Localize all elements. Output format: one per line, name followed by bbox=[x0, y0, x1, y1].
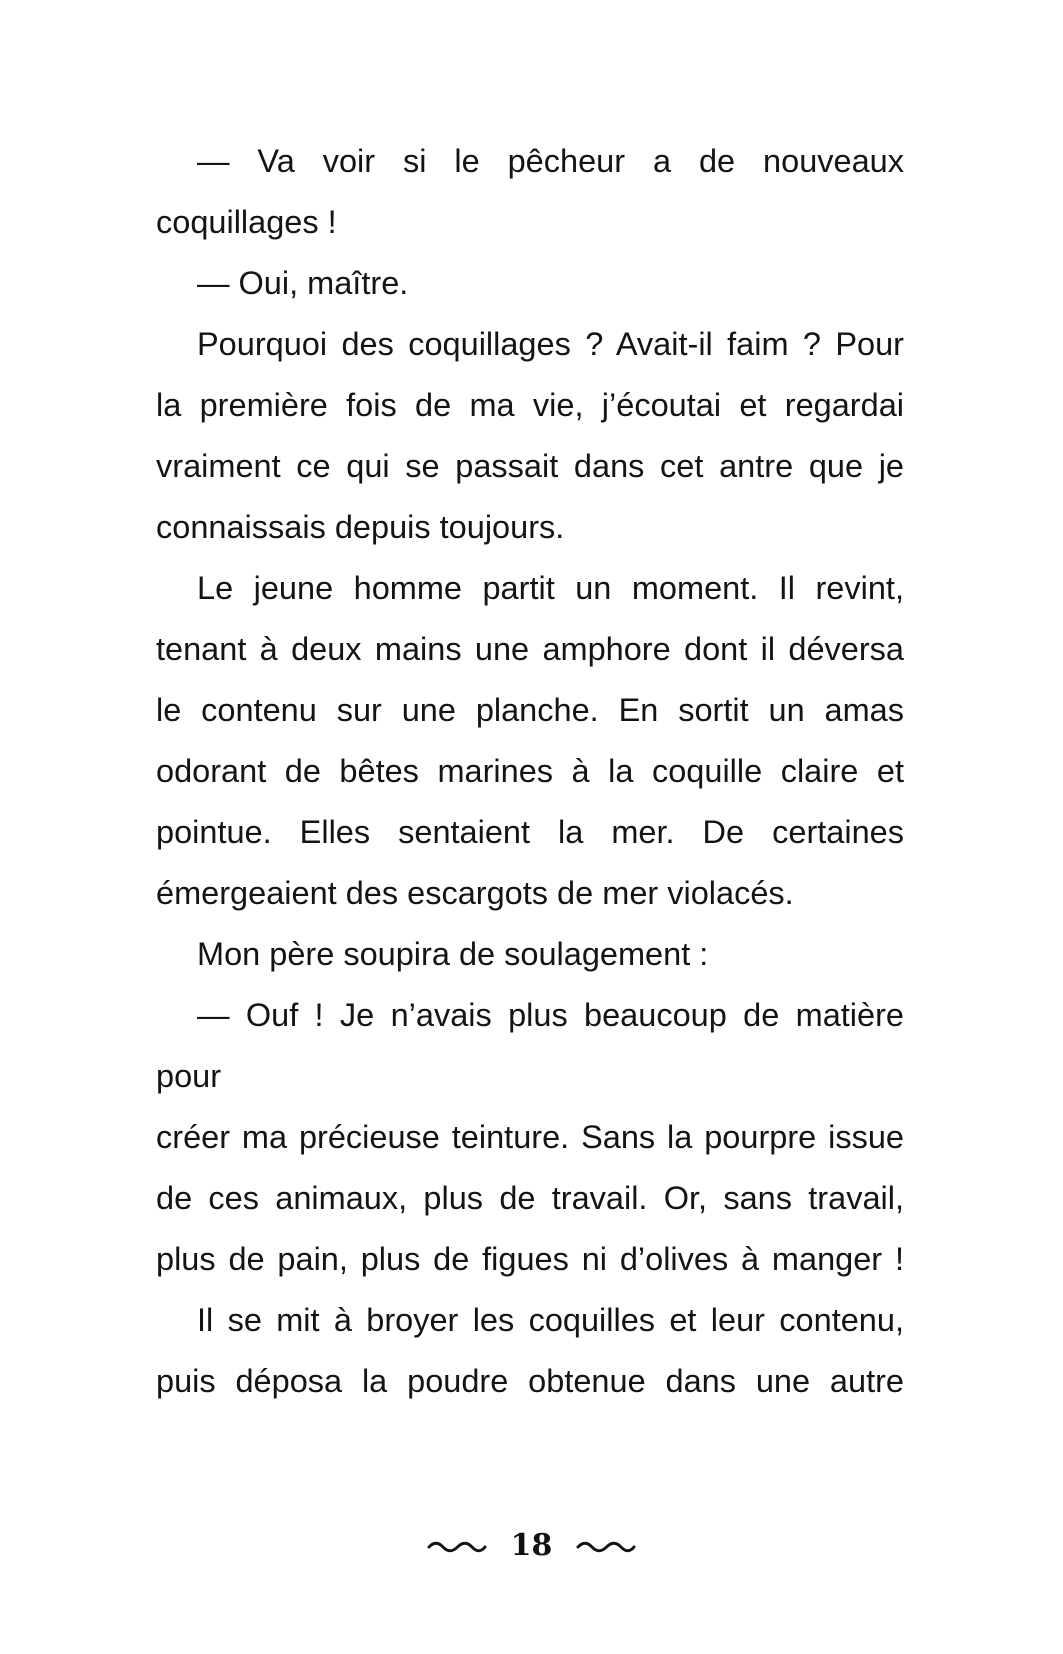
paragraph bbox=[156, 131, 904, 253]
text-line: — Oui, maître. bbox=[197, 265, 409, 301]
text-line: de ces animaux, plus de travail. Or, sans travail, bbox=[156, 1180, 904, 1216]
text-line: la première fois de ma vie, j’écoutai et regardai bbox=[156, 387, 904, 423]
page-number: 18 bbox=[510, 1528, 553, 1563]
paragraph bbox=[156, 985, 904, 1290]
text-line: Le jeune homme partit un moment. Il revint, bbox=[197, 570, 904, 606]
paragraph bbox=[156, 924, 904, 985]
text-line: odorant de bêtes marines à la coquille claire et bbox=[156, 753, 904, 789]
text-line: Il se mit à broyer les coquilles et leur contenu, bbox=[197, 1302, 904, 1338]
text-line: — Ouf ! Je n’avais plus beaucoup de matière pour bbox=[156, 997, 904, 1094]
text-line: — Va voir si le pêcheur a de nouveaux bbox=[197, 143, 904, 179]
page-footer bbox=[0, 1524, 1063, 1568]
text-line: le contenu sur une planche. En sortit un amas bbox=[156, 692, 904, 728]
double-wave-icon bbox=[576, 1537, 636, 1555]
paragraph bbox=[156, 558, 904, 924]
text-line: puis déposa la poudre obtenue dans une autre bbox=[156, 1363, 904, 1399]
page-text-block bbox=[156, 131, 904, 1412]
text-line: créer ma précieuse teinture. Sans la pourpre issue bbox=[156, 1119, 904, 1155]
text-line: émergeaient des escargots de mer violacés. bbox=[156, 875, 794, 911]
text-line: coquillages ! bbox=[156, 204, 337, 240]
paragraph bbox=[156, 314, 904, 558]
paragraph bbox=[156, 1290, 904, 1412]
text-line: tenant à deux mains une amphore dont il déversa bbox=[156, 631, 904, 667]
text-line: pointue. Elles sentaient la mer. De certaines bbox=[156, 814, 904, 850]
text-line: plus de pain, plus de figues ni d’olives à manger ! bbox=[156, 1241, 904, 1277]
text-line: connaissais depuis toujours. bbox=[156, 509, 565, 545]
double-wave-icon bbox=[427, 1537, 487, 1555]
text-line: Mon père soupira de soulagement : bbox=[197, 936, 709, 972]
text-line: vraiment ce qui se passait dans cet antre que je bbox=[156, 448, 904, 484]
paragraph bbox=[156, 253, 904, 314]
text-line: Pourquoi des coquillages ? Avait-il faim ? Pour bbox=[197, 326, 904, 362]
